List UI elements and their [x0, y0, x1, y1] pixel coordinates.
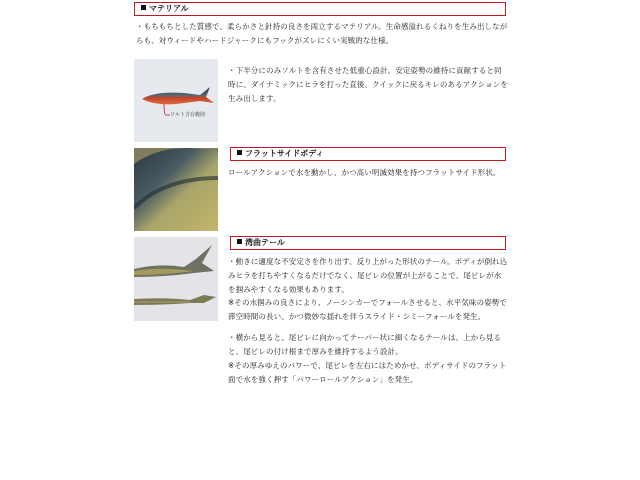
- tail-illustration: [134, 237, 218, 321]
- curved-tail-paragraph-4: ※その厚みゆえのパワーで、尾ビレを左右にはためかせ、ボディサイドのフラット面で水を強く押す「パワーロールアクション」を発生。: [228, 361, 507, 384]
- curved-tail-image: [134, 237, 218, 321]
- curved-tail-paragraph-3: ・横から見ると、尾ビレに向かってテーパー状に細くなるテールは、上から見ると、尾ビレの付け根まで厚みを維持するよう設計。: [228, 333, 502, 356]
- section-heading-flat-side-body: [230, 147, 506, 161]
- heading-text: フラットサイドボディ: [245, 149, 324, 158]
- flat-side-body-image: [134, 148, 218, 231]
- material-paragraph: ・もちもちとした質感で、柔らかさと針持の良さを両立するマテリアル。生命感溢れるくねりを生み出しながらも、対ウィードやハードジャークにもフックがズレにくい実戦的な仕様。: [136, 22, 508, 45]
- heading-square-icon: [237, 150, 242, 155]
- salt-range-caption: ソルト含有範囲: [170, 112, 206, 118]
- section-heading-curved-tail: [230, 236, 506, 250]
- heading-square-icon: [237, 239, 242, 244]
- section-heading-material: [134, 2, 506, 16]
- heading-square-icon: [141, 5, 146, 10]
- heading-text: 湾曲テール: [245, 238, 285, 247]
- curved-tail-paragraph-2: ※その水掴みの良さにより、ノーシンカーでフォールさせると、水平気味の姿勢で滞空時間の長い、かつ微妙な揺れを伴うスライド・シミーフォールを発生。: [228, 298, 507, 321]
- heading-text: マテリアル: [149, 4, 189, 13]
- curved-tail-paragraph-1: ・動きに適度な不安定さを作り出す、反り上がった形状のテール。ボディが倒れ込みヒラを打ちやすくなるだけでなく、尾ビレの位置が上がることで、尾ビレが水を掴みやすくなる効果もあります。: [228, 257, 508, 294]
- flat-side-paragraph: ロールアクションで水を動かし、かつ高い明滅効果を持つフラットサイド形状。: [228, 168, 501, 177]
- lure-closeup-illustration: [134, 148, 218, 231]
- lure-illustration: [134, 59, 218, 142]
- salt-lure-image: [134, 59, 218, 142]
- salt-paragraph: ・下半分にのみソルトを含有させた低重心設計。安定姿勢の維持に貢献すると同時に、ダイナミックにヒラを打った直後、クイックに戻るキレのあるアクションを生み出します。: [228, 66, 508, 103]
